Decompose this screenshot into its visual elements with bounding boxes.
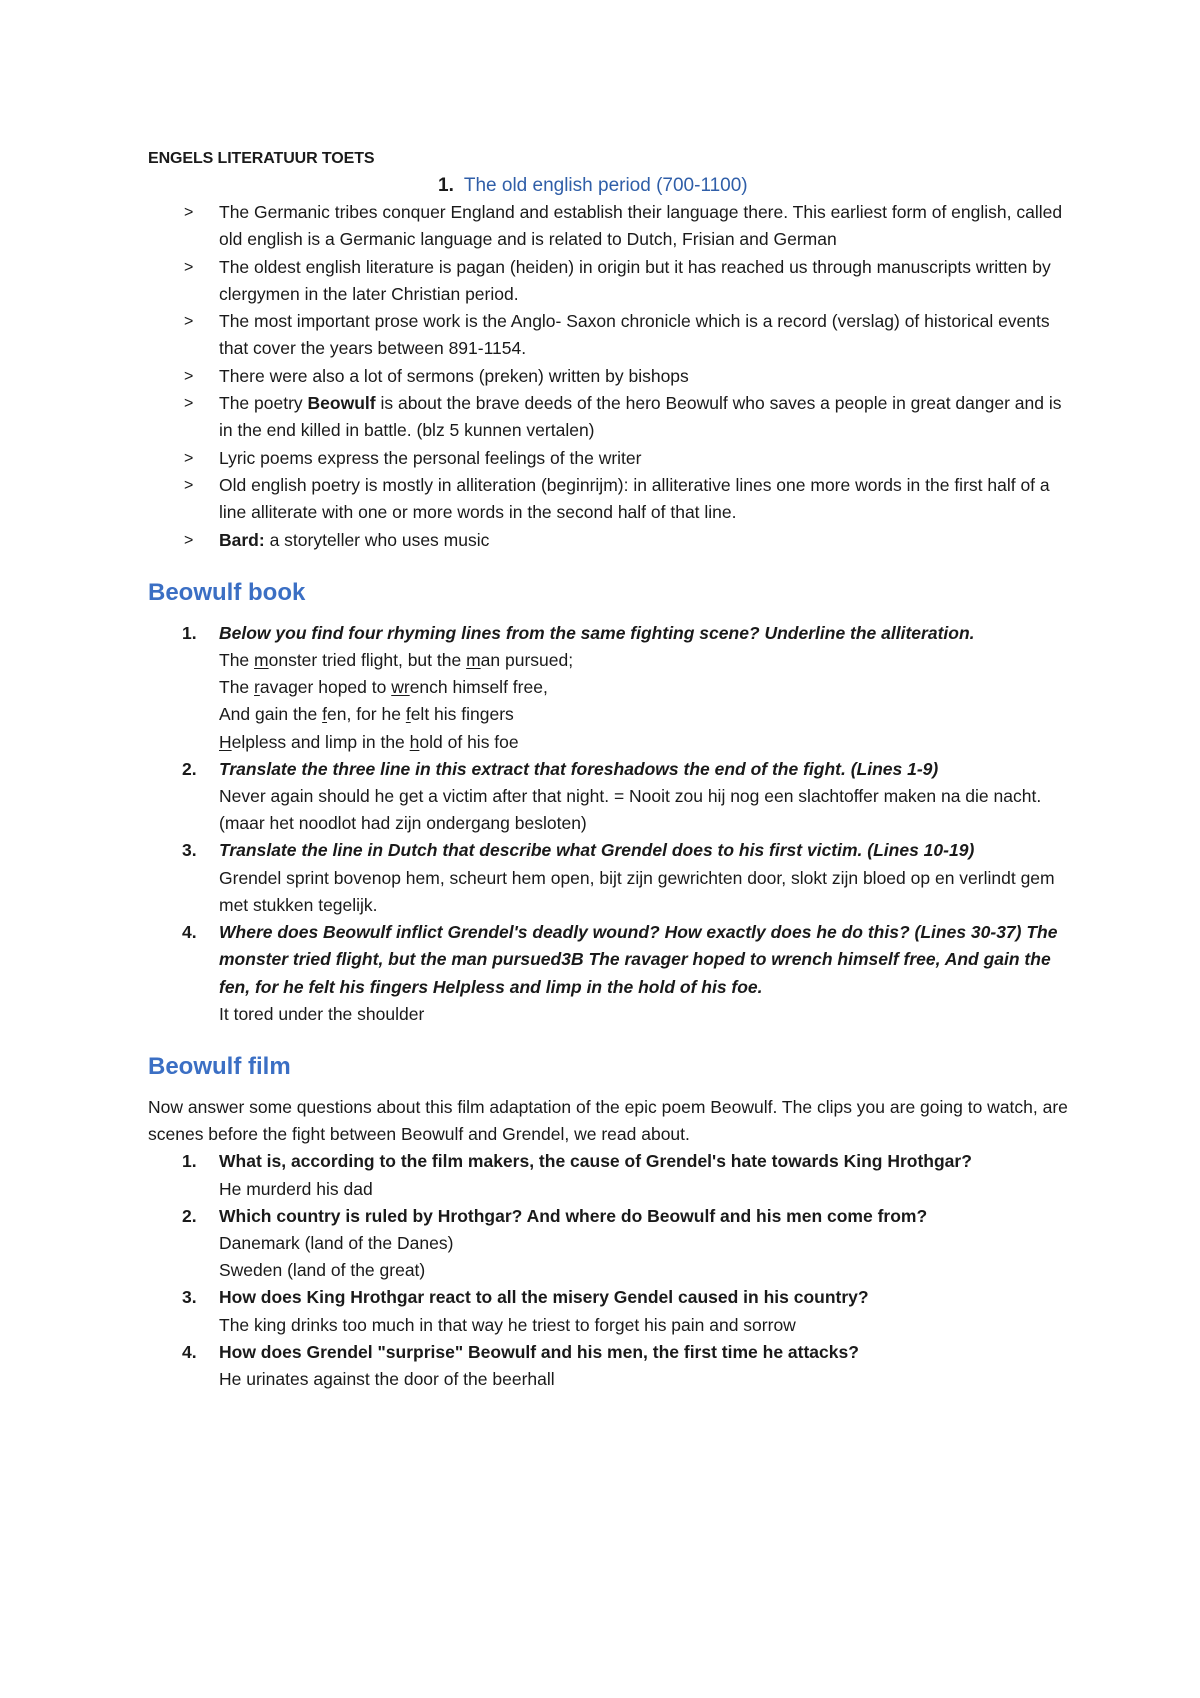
answer-text: Danemark (land of the Danes) [219,1232,454,1253]
question-item [148,1148,1068,1202]
question-text: Translate the three line in this extract that foreshadows the end of the fight. (Lines 1-9) [219,758,939,779]
period-bullet-list [148,199,1068,554]
list-item: > The Germanic tribes conquer England and establish their language there. This earliest form of english, called old english is a Germanic language and is related to Dutch, Frisian and German [148,199,1068,254]
period-number: 1. [438,175,454,196]
list-item: > The oldest english literature is pagan (heiden) in origin but it has reached us through manuscripts written by clergymen in the later Christian period. [148,254,1068,309]
answer-text: He murderd his dad [219,1178,373,1199]
answer-text: Sweden (land of the great) [219,1260,426,1281]
verse-line: And gain the fen, for he felt his fingers [219,704,514,725]
question-number: 4. [182,922,197,943]
question-item [148,1339,1068,1393]
arrow-bullet-icon: > [184,313,194,331]
book-section-heading: Beowulf book [148,578,306,606]
question-text: Which country is ruled by Hrothgar? And where do Beowulf and his men come from? [219,1205,928,1226]
list-item: > There were also a lot of sermons (preken) written by bishops [148,363,1068,390]
question-item [148,620,1068,756]
question-number: 1. [182,1151,197,1172]
verse-line: The ravager hoped to wrench himself free, [219,677,548,698]
arrow-bullet-icon: > [184,449,194,467]
question-text: Where does Beowulf inflict Grendel's deadly wound? How exactly does he do this? (Lines 30-37) The monster tried flight, but the man pursued3B The ravager hoped to wrench himself free, And gain the fen, for he felt his fingers Helpless and limp in the hold of his foe. [219,922,1058,997]
answer-text: Grendel sprint bovenop hem, scheurt hem open, bijt zijn gewrichten door, slokt zijn bloed op en verlindt gem met stukken tegelijk. [219,867,1055,915]
arrow-bullet-icon: > [184,258,194,276]
question-number: 4. [182,1341,197,1362]
film-question-list [148,1148,1068,1393]
period-heading [148,173,1068,199]
question-number: 2. [182,1205,197,1226]
list-item: > Lyric poems express the personal feelings of the writer [148,445,1068,472]
answer-text: It tored under the shoulder [219,1003,425,1024]
answer-text: He urinates against the door of the beerhall [219,1368,555,1389]
list-item: > Bard: a storyteller who uses music [148,527,1068,554]
question-item [148,756,1068,838]
question-text: How does Grendel "surprise" Beowulf and his men, the first time he attacks? [219,1341,859,1362]
film-section-heading: Beowulf film [148,1052,291,1080]
answer-text: The king drinks too much in that way he triest to forget his pain and sorrow [219,1314,796,1335]
question-item [148,919,1068,1028]
book-question-list [148,620,1068,1028]
arrow-bullet-icon: > [184,531,194,549]
question-number: 3. [182,1287,197,1308]
document-title: ENGELS LITERATUUR TOETS [148,150,375,167]
arrow-bullet-icon: > [184,476,194,494]
question-text: How does King Hrothgar react to all the misery Gendel caused in his country? [219,1287,869,1308]
question-number: 3. [182,840,197,861]
question-text: Translate the line in Dutch that describe what Grendel does to his first victim. (Lines 10-19) [219,840,975,861]
question-item [148,1284,1068,1338]
question-number: 1. [182,622,197,643]
film-intro-paragraph: Now answer some questions about this film adaptation of the epic poem Beowulf. The clips you are going to watch, are scenes before the fight between Beowulf and Grendel, we read about. [148,1096,1068,1145]
arrow-bullet-icon: > [184,204,194,221]
question-number: 2. [182,758,197,779]
arrow-bullet-icon: > [184,367,194,385]
list-item: > The most important prose work is the Anglo- Saxon chronicle which is a record (verslag) of historical events that cover the years between 891-1154. [148,308,1068,363]
list-item: > The poetry Beowulf is about the brave deeds of the hero Beowulf who saves a people in great danger and is in the end killed in battle. (blz 5 kunnen vertalen) [148,390,1068,445]
question-text: Below you find four rhyming lines from the same fighting scene? Underline the alliteration. [219,622,975,643]
arrow-bullet-icon: > [184,395,194,413]
verse-line: The monster tried flight, but the man pursued; [219,650,574,671]
question-item [148,837,1068,919]
list-item: > Old english poetry is mostly in alliteration (beginrijm): in alliterative lines one more words in the first half of a line alliterate with one or more words in the second half of that line. [148,472,1068,527]
question-text: What is, according to the film makers, the cause of Grendel's hate towards King Hrothgar? [219,1151,972,1172]
question-item [148,1203,1068,1285]
answer-text: Never again should he get a victim after that night. = Nooit zou hij nog een slachtoffer maken na die nacht. (maar het noodlot had zijn ondergang besloten) [219,786,1042,834]
period-title: The old english period (700-1100) [463,175,748,196]
verse-line: Helpless and limp in the hold of his foe [219,731,519,752]
document-page [148,140,1068,1393]
